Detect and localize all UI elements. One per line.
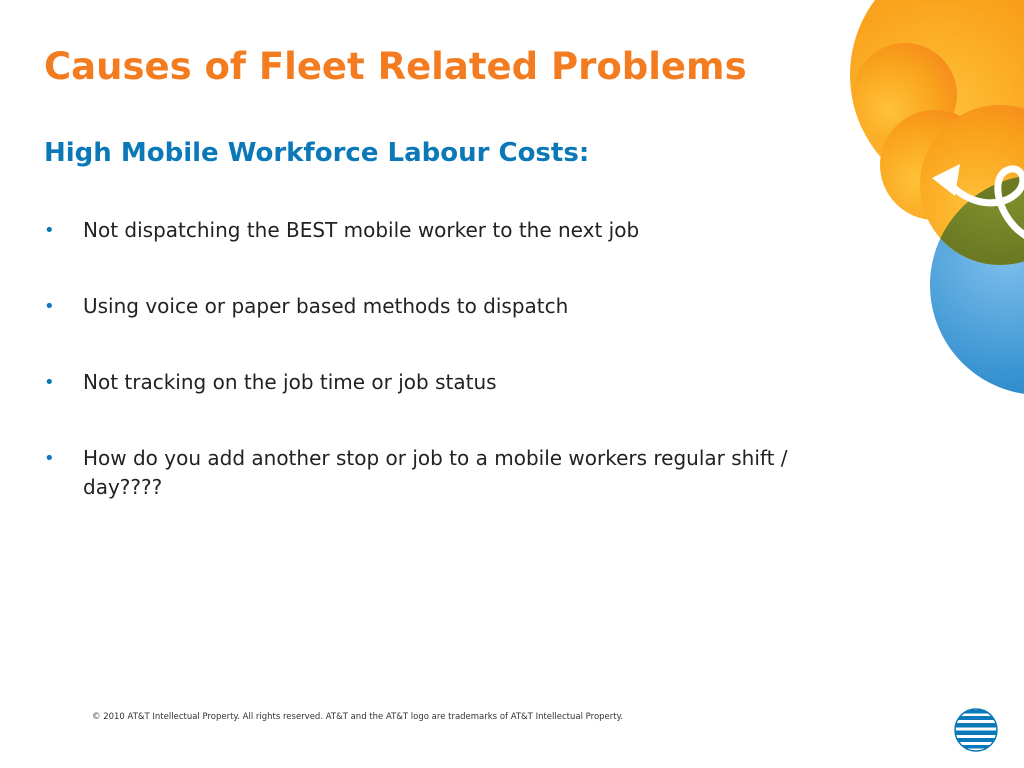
bullet-item	[44, 368, 834, 397]
orange-bubble	[850, 0, 1024, 265]
bullet-dot-icon: •	[44, 296, 55, 317]
bullet-item	[44, 444, 834, 502]
section-subheading: High Mobile Workforce Labour Costs:	[44, 138, 590, 168]
blue-bubble	[930, 175, 1024, 395]
bullet-text: Using voice or paper based methods to dispatch	[83, 294, 569, 318]
bullet-text: How do you add another stop or job to a mobile workers regular shift / day????	[83, 446, 788, 499]
bullet-dot-icon: •	[44, 448, 55, 469]
swirl-arrow-head	[932, 164, 960, 196]
bullet-text: Not tracking on the job time or job status	[83, 370, 497, 394]
swirl-arrow-icon	[948, 169, 1024, 250]
copyright-footer: © 2010 AT&T Intellectual Property. All rights reserved. AT&T and the AT&T logo are trademarks of AT&T Intellectual Property.	[92, 712, 624, 722]
bullet-text: Not dispatching the BEST mobile worker to the next job	[83, 218, 640, 242]
bullet-dot-icon: •	[44, 372, 55, 393]
att-globe-logo	[953, 707, 999, 753]
bullet-item	[44, 216, 834, 245]
slide-title: Causes of Fleet Related Problems	[44, 45, 747, 88]
olive-overlap	[850, 0, 1024, 265]
bullet-item	[44, 292, 834, 321]
bullet-dot-icon: •	[44, 220, 55, 241]
bullet-list	[44, 216, 834, 549]
